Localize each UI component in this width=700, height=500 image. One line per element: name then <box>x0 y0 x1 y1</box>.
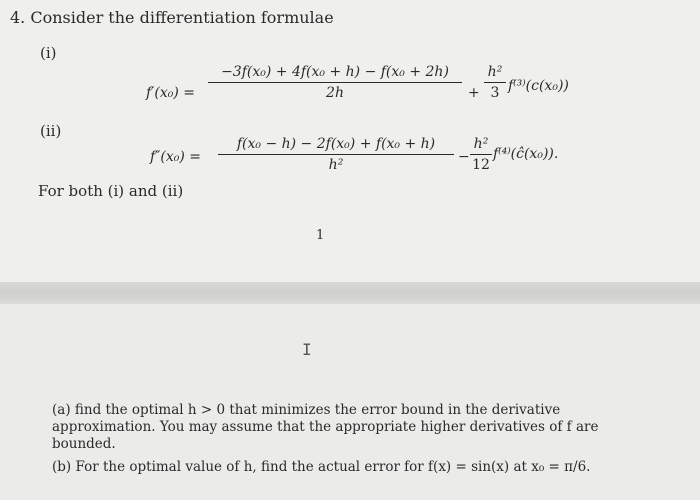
question-a: (a) find the optimal h > 0 that minimizes the error bound in the derivative approximation. You may assume that the appropriate higher derivatives of f are bounded. <box>52 402 599 452</box>
page-number: 1 <box>316 228 325 243</box>
part-ii-label: (ii) <box>40 122 62 140</box>
part-i-fraction <box>208 64 462 101</box>
part-ii-fourth-derivative: f⁽⁴⁾(ĉ(x₀)). <box>493 146 559 162</box>
part-ii-fraction <box>218 136 454 173</box>
part-ii-numerator: f(x₀ − h) − 2f(x₀) + f(x₀ + h) <box>236 136 436 152</box>
for-both-text: For both (i) and (ii) <box>38 182 184 200</box>
part-ii-denominator: h² <box>328 157 344 173</box>
text-cursor-icon: I <box>302 340 312 359</box>
part-i-fraction-bar <box>208 82 462 83</box>
part-i-numerator: −3f(x₀) + 4f(x₀ + h) − f(x₀ + 2h) <box>221 64 449 80</box>
part-ii-fraction-bar <box>218 154 454 155</box>
part-ii-twelve: 12 <box>472 157 490 173</box>
part-ii-coefficient-bar <box>470 154 492 155</box>
part-ii-lhs: f″(x₀) = <box>150 149 202 165</box>
part-i-label: (i) <box>40 44 57 62</box>
part-i-h2: h² <box>487 64 503 80</box>
question-b: (b) For the optimal value of h, find the actual error for f(x) = sin(x) at x₀ = π/6. <box>52 459 591 475</box>
problem-heading: 4. Consider the differentiation formulae <box>10 8 334 27</box>
part-i-denominator: 2h <box>326 85 344 101</box>
part-i-three: 3 <box>490 85 500 101</box>
part-i-lhs: f′(x₀) = <box>146 85 195 101</box>
page-break <box>0 282 700 304</box>
part-i-plus: + <box>468 85 480 101</box>
part-ii-minus: − <box>458 149 470 165</box>
part-ii-h2: h² <box>473 136 489 152</box>
part-i-third-derivative: f⁽³⁾(c(x₀)) <box>508 78 569 94</box>
part-ii-coefficient <box>470 136 492 173</box>
part-i-coefficient-bar <box>484 82 506 83</box>
part-i-coefficient <box>484 64 506 101</box>
